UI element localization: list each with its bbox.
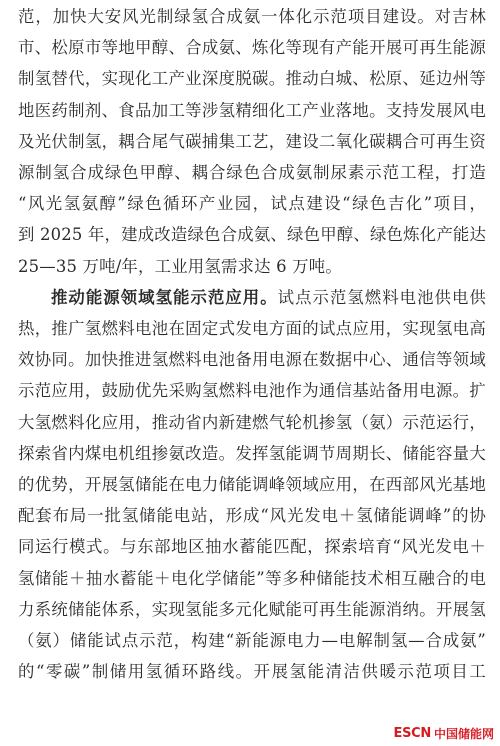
text-line: 的优势，开展氢储能在电力储能调峰领域应用，在西部风光基地 [18, 475, 486, 495]
section-lead-heading: 推动能源领域氢能示范应用。 [51, 287, 278, 307]
text-line: 源制氢合成绿色甲醇、耦合绿色合成氨制尿素示范工程，打造 [18, 163, 486, 183]
text-line: 到 2025 年，建成改造绿色合成氨、绿色甲醇、绿色炼化产能达 [18, 225, 486, 245]
watermark-brand: ESCN [393, 726, 431, 741]
text-line: “风光氢氨醇”绿色循环产业园，试点建设“绿色吉化”项目， [18, 194, 486, 214]
text-line-rest: 试点示范氢燃料电池供电供 [277, 287, 486, 307]
text-line: 效协同。加快推进氢燃料电池备用电源在数据中心、通信等领域 [18, 350, 486, 370]
text-line: 同运行模式。与东部地区抽水蓄能匹配，探索培育“风光发电＋ [18, 537, 486, 557]
text-line: 范，加快大安风光制绿氢合成氨一体化示范项目建设。对吉林 [18, 7, 486, 26]
paragraph-industrial-hydrogen [18, 1, 486, 282]
text-line: 探索省内煤电机组掺氨改造。发挥氢能调节周期长、储能容量大 [18, 443, 486, 463]
text-line: 大氢燃料化应用，推动省内新建燃气轮机掺氢（氨）示范运行， [18, 412, 486, 432]
text-line: 25—35 万吨/年，工业用氢需求达 6 万吨。 [18, 256, 342, 276]
text-line: 力系统储能体系，实现氢能多元化赋能可再生能源消纳。开展氢 [18, 599, 486, 619]
text-line: 热，推广氢燃料电池在固定式发电方面的试点应用，实现氢电高 [18, 319, 486, 339]
text-line: 市、松原市等地甲醇、合成氨、炼化等现有产能开展可再生能源 [18, 38, 486, 58]
watermark-logo [394, 725, 494, 742]
text-line: 及光伏制氢，耦合尾气碳捕集工艺，建设二氧化碳耦合可再生资 [18, 131, 486, 151]
text-line: （氨）储能试点示范，构建“新能源电力—电解制氢—合成氨” [18, 631, 486, 651]
text-line: 配套布局一批氢储能电站，形成“风光发电＋氢储能调峰”的协 [18, 506, 486, 526]
text-line: 制氢替代，实现化工产业深度脱碳。推动白城、松原、延边州等 [18, 69, 486, 89]
text-line: 示范应用，鼓励优先采购氢燃料电池作为通信基站备用电源。扩 [18, 381, 486, 401]
text-line: 地医药制剂、食品加工等涉氢精细化工产业落地。支持发展风电 [18, 100, 486, 120]
text-line: 的“零碳”制储用氢循环路线。开展氢能清洁供暖示范项目工 [18, 662, 486, 682]
text-line: 氢储能＋抽水蓄能＋电化学储能”等多种储能技术相互融合的电 [18, 568, 486, 588]
text-line-first [18, 282, 486, 313]
paragraph-energy-hydrogen [18, 282, 486, 688]
watermark-brand-cn: 中国储能网 [433, 727, 494, 741]
